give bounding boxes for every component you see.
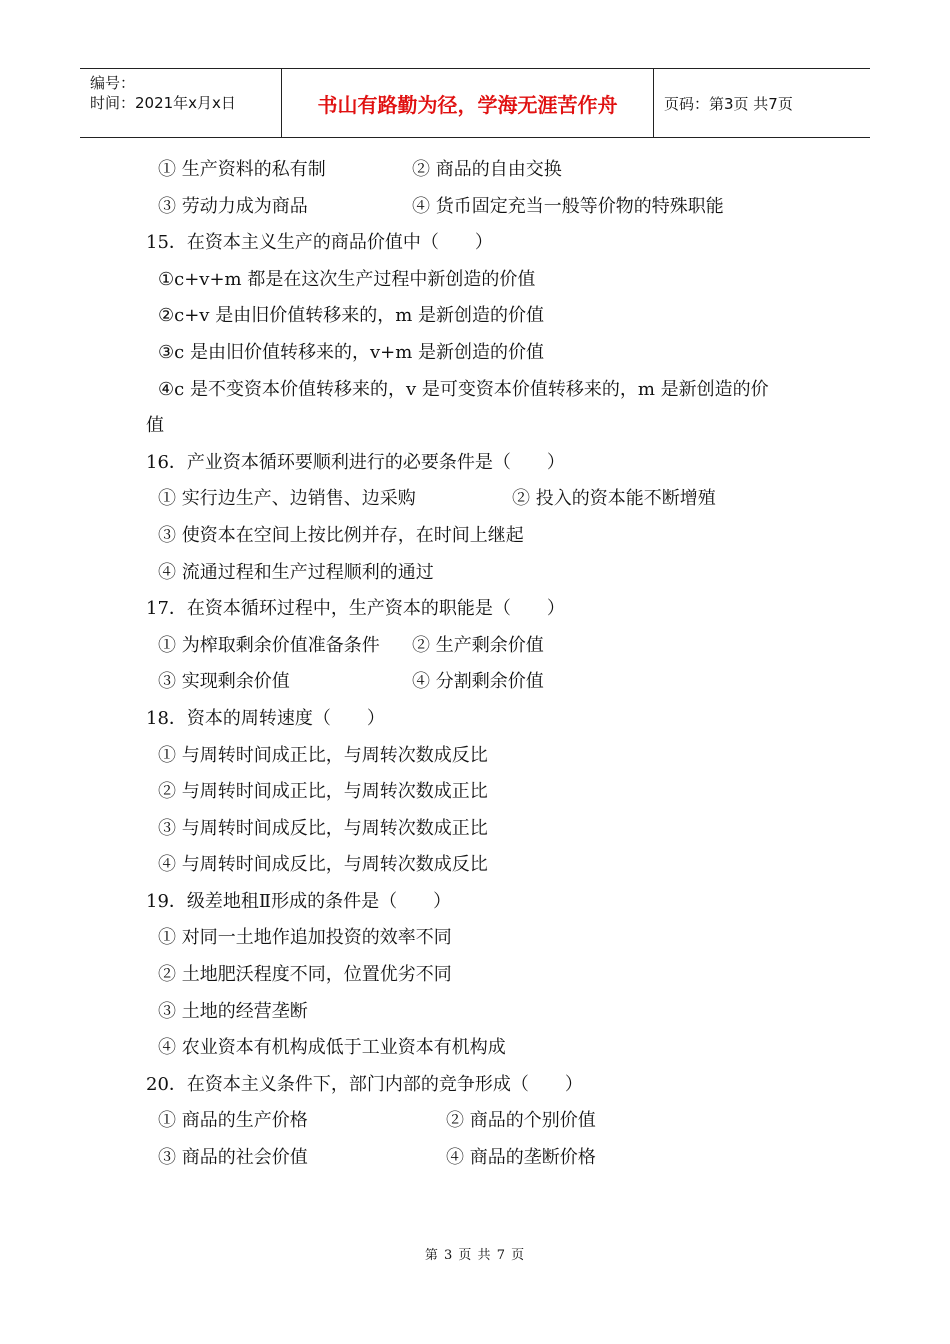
question-line: 16．产业资本循环要顺利进行的必要条件是（ ） bbox=[146, 451, 565, 473]
option-text: ③ 劳动力成为商品 bbox=[158, 195, 308, 217]
option-text: ③c 是由旧价值转移来的，v+m 是新创造的价值 bbox=[158, 341, 544, 363]
option-line bbox=[146, 1103, 826, 1140]
option-text: ③ 使资本在空间上按比例并存，在时间上继起 bbox=[158, 524, 524, 546]
option-text: ② 土地肥沃程度不同，位置优劣不同 bbox=[158, 964, 452, 986]
question-line: 15．在资本主义生产的商品价值中（ ） bbox=[146, 232, 493, 254]
question-content bbox=[146, 152, 826, 1177]
option-line bbox=[146, 994, 826, 1031]
option-text: ① 对同一土地作追加投资的效率不同 bbox=[158, 927, 452, 949]
header-meta bbox=[80, 69, 282, 137]
option-line bbox=[146, 957, 826, 994]
document-number-label: 编号： bbox=[90, 74, 136, 92]
page-footer: 第 3 页 共 7 页 bbox=[424, 1248, 526, 1263]
option-line bbox=[146, 481, 826, 518]
option-text: ① 与周转时间成正比，与周转次数成反比 bbox=[158, 744, 488, 766]
document-time-label: 时间：2021年x月x日 bbox=[90, 94, 236, 112]
option-text: ④ 与周转时间成反比，与周转次数成反比 bbox=[158, 854, 488, 876]
option-text: ② 商品的个别价值 bbox=[446, 1110, 596, 1132]
question-line: 19．级差地租Ⅱ形成的条件是（ ） bbox=[146, 890, 452, 912]
option-text: ③ 土地的经营垄断 bbox=[158, 1000, 308, 1022]
option-text: ① 商品的生产价格 bbox=[158, 1110, 308, 1132]
option-text: ① 为榨取剩余价值准备条件 bbox=[158, 634, 380, 656]
option-text: ② 生产剩余价值 bbox=[412, 634, 544, 656]
option-line bbox=[146, 920, 826, 957]
option-line bbox=[146, 664, 826, 701]
option-line bbox=[146, 738, 826, 775]
option-line bbox=[146, 262, 826, 299]
option-line bbox=[146, 518, 826, 555]
option-text: ① 生产资料的私有制 bbox=[158, 159, 326, 180]
header-page-info: 页码：第3页 共7页 bbox=[664, 94, 793, 113]
question-line: 值 bbox=[146, 415, 164, 437]
question-line: 18．资本的周转速度（ ） bbox=[146, 707, 385, 729]
header-motto: 书山有路勤为径，学海无涯苦作舟 bbox=[282, 69, 654, 137]
option-text: ③ 与周转时间成反比，与周转次数成正比 bbox=[158, 817, 488, 839]
option-line bbox=[146, 1140, 826, 1177]
option-text: ①c+v+m 都是在这次生产过程中新创造的价值 bbox=[158, 268, 536, 290]
option-text: ④c 是不变资本价值转移来的，v 是可变资本价值转移来的，m 是新创造的价 bbox=[158, 378, 769, 400]
option-text: ② 商品的自由交换 bbox=[412, 159, 562, 180]
option-line bbox=[146, 628, 826, 665]
option-text: ④ 流通过程和生产过程顺利的通过 bbox=[158, 561, 434, 583]
question-line: 17．在资本循环过程中，生产资本的职能是（ ） bbox=[146, 598, 565, 620]
option-line bbox=[146, 774, 826, 811]
option-text: ④ 商品的垄断价格 bbox=[446, 1147, 596, 1169]
option-text: ① 实行边生产、边销售、边采购 bbox=[158, 488, 416, 510]
option-text: ② 投入的资本能不断增殖 bbox=[512, 488, 716, 510]
page-header bbox=[80, 68, 870, 138]
option-text: ③ 商品的社会价值 bbox=[158, 1147, 308, 1169]
option-line bbox=[146, 189, 826, 226]
option-text: ② 与周转时间成正比，与周转次数成正比 bbox=[158, 781, 488, 803]
option-text: ②c+v 是由旧价值转移来的，m 是新创造的价值 bbox=[158, 305, 544, 327]
option-line bbox=[146, 335, 826, 372]
option-text: ④ 货币固定充当一般等价物的特殊职能 bbox=[412, 195, 724, 217]
option-text: ④ 农业资本有机构成低于工业资本有机构成 bbox=[158, 1037, 506, 1059]
option-line bbox=[146, 372, 826, 409]
option-text: ③ 实现剩余价值 bbox=[158, 671, 290, 693]
option-line bbox=[146, 555, 826, 592]
option-line bbox=[146, 152, 826, 189]
option-line bbox=[146, 847, 826, 884]
question-line: 20．在资本主义条件下，部门内部的竞争形成（ ） bbox=[146, 1073, 583, 1095]
option-line bbox=[146, 811, 826, 848]
option-text: ④ 分割剩余价值 bbox=[412, 671, 544, 693]
option-line bbox=[146, 1030, 826, 1067]
option-line bbox=[146, 298, 826, 335]
